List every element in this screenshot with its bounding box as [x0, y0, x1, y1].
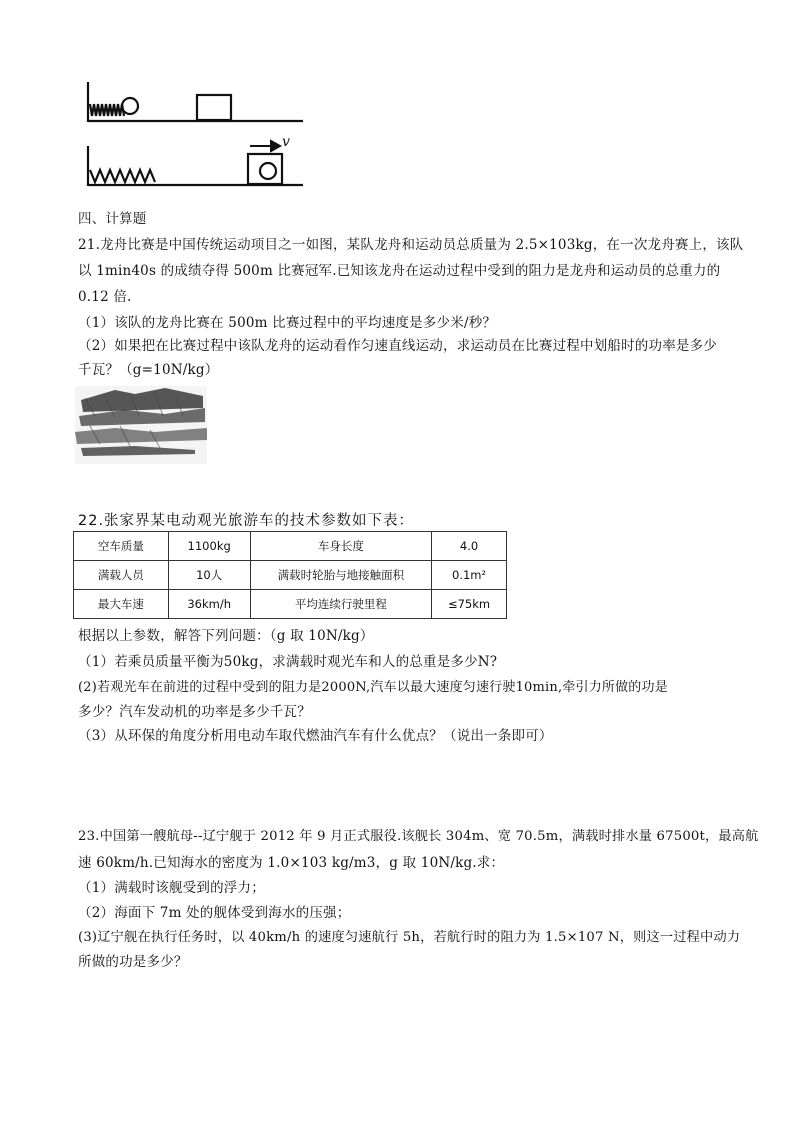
spec-table: [73, 531, 507, 619]
velocity-label: v: [282, 134, 290, 150]
table-cell: 最大车速: [74, 590, 169, 619]
table-row: [74, 590, 507, 619]
table-cell: 平均连续行驶里程: [250, 590, 431, 619]
q22-line: (2)若观光车在前进的过程中受到的阻力是2000N,汽车以最大速度匀速行驶10min,牵引力所做的功是: [78, 680, 668, 695]
q22-line: （1）若乘员质量平衡为50kg，求满载时观光车和人的总重是多少N?: [78, 654, 498, 670]
table-cell: 满载时轮胎与地接触面积: [250, 561, 431, 590]
table-cell: 车身长度: [250, 532, 431, 561]
q21-line: （2）如果把在比赛过程中该队龙舟的运动看作匀速直线运动，求运动员在比赛过程中划船时的功率是多少: [78, 338, 717, 354]
q23-line: (3)辽宁舰在执行任务时，以 40km/h 的速度匀速航行 5h，若航行时的阻力为 1.5×107 N，则这一过程中动力: [78, 930, 741, 945]
q22-line: 多少？汽车发动机的功率是多少千瓦？: [78, 704, 311, 720]
dragon-boat-photo: [75, 386, 207, 464]
section-title: 四、计算题: [78, 211, 147, 227]
q23-line: 速 60km/h.已知海水的密度为 1.0×103 kg/m3，g 取 10N/kg.求：: [78, 855, 505, 871]
table-cell: 空车质量: [74, 532, 169, 561]
q22-line: 根据以上参数，解答下列问题：（g 取 10N/kg）: [78, 628, 374, 644]
q23-line: （1）满载时该舰受到的浮力；: [78, 880, 265, 896]
table-row: [74, 561, 507, 590]
q21-line: 0.12 倍.: [78, 289, 132, 305]
table-cell: 4.0: [432, 532, 507, 561]
table-cell: 36km/h: [168, 590, 250, 619]
q22-line: （3）从环保的角度分析用电动车取代燃油汽车有什么优点？（说出一条即可）: [78, 728, 553, 744]
q21-line: （1）该队的龙舟比赛在 500m 比赛过程中的平均速度是多少米/秒？: [78, 315, 497, 331]
table-cell: 10人: [168, 561, 250, 590]
q21-line: 21.龙舟比赛是中国传统运动项目之一如图，某队龙舟和运动员总质量为 2.5×103kg，在一次龙舟赛上，该队: [78, 237, 744, 253]
q23-line: 所做的功是多少？: [78, 954, 188, 970]
spring-block-figure: [0, 0, 800, 200]
q23-line: （2）海面下 7m 处的舰体受到海水的压强；: [78, 905, 351, 921]
q23-line: 23.中国第一艘航母--辽宁舰于 2012 年 9 月正式服役.该舰长 304m、宽 70.5m，满载时排水量 67500t，最高航: [78, 829, 759, 844]
table-cell: 0.1m²: [432, 561, 507, 590]
table-row: [74, 532, 507, 561]
table-cell: 满载人员: [74, 561, 169, 590]
table-cell: ≤75km: [432, 590, 507, 619]
q21-line: 以 1min40s 的成绩夺得 500m 比赛冠军.已知该龙舟在运动过程中受到的阻力是龙舟和运动员的总重力的: [78, 263, 721, 279]
table-cell: 1100kg: [168, 532, 250, 561]
q22-title: 22.张家界某电动观光旅游车的技术参数如下表：: [78, 513, 415, 529]
q21-line: 千瓦？（g=10N/kg）: [78, 362, 219, 378]
